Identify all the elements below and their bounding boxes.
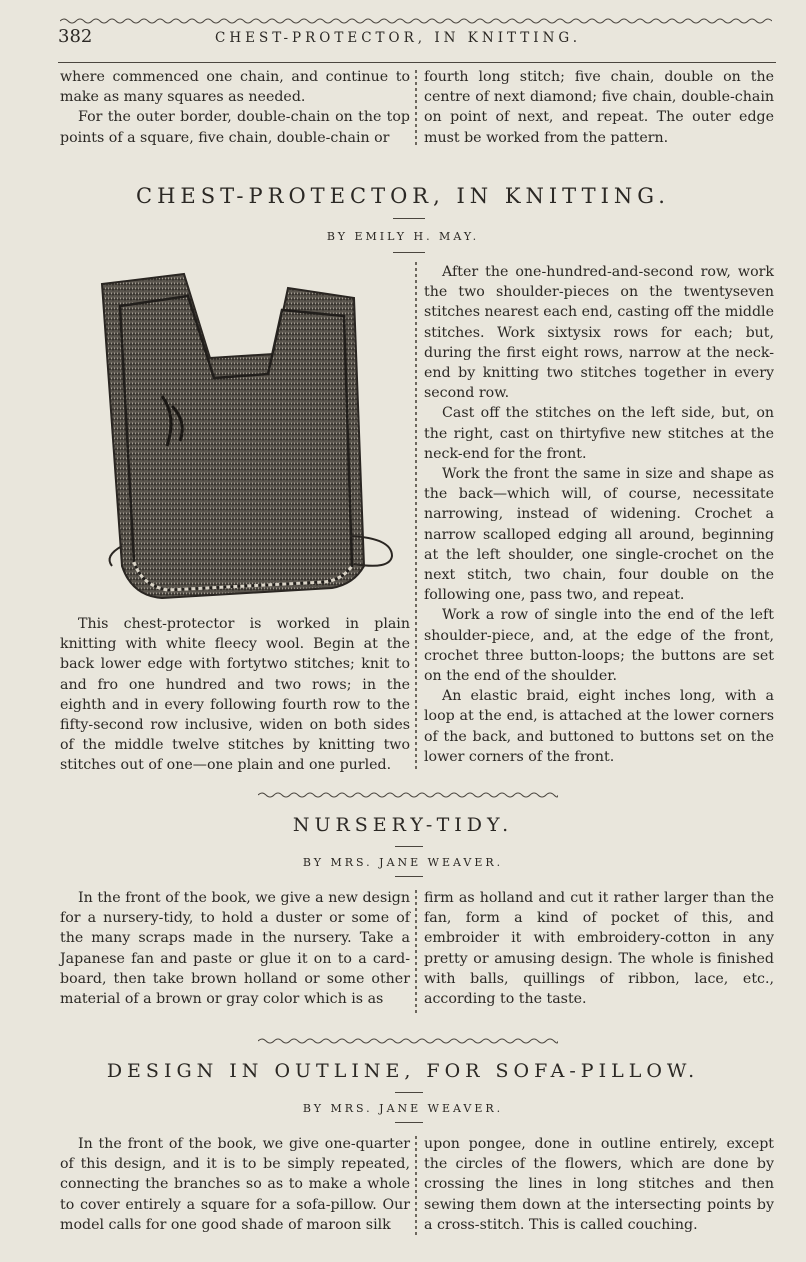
byline-nursery-tidy: BY MRS. JANE WEAVER. xyxy=(302,856,504,869)
column-divider xyxy=(415,890,417,1014)
nursery-tidy-right-column xyxy=(424,888,774,1009)
byline-sofa-pillow: BY MRS. JANE WEAVER. xyxy=(302,1102,504,1115)
nursery-tidy-left-column xyxy=(60,888,410,1009)
body-paragraph: After the one-hundred-and-second row, work the two shoulder-pieces on the twentyseven stitches nearest each end, casting off the middle stitches. Work sixtysix rows for each; but, during the first eight rows, narrow at the neck-end by knitting two stitches together in every second row. xyxy=(424,264,774,402)
body-paragraph: In the front of the book, we give a new design for a nursery-tidy, to hold a duster or some of the many scraps made in the nursery. Take a Japanese fan and paste or glue it on to a card-board, then take brown holland or some other material of a brown or gray color which is as xyxy=(60,890,410,1008)
column-divider xyxy=(415,70,417,148)
body-paragraph: upon pongee, done in outline entirely, except the circles of the flowers, which are done by crossing the lines in long stitches and then sewing them down at the intersecting points by a cross-stitch. This is called couching. xyxy=(424,1136,774,1233)
continuation-left-column xyxy=(60,67,410,148)
section-title-nursery-tidy: NURSERY-TIDY. xyxy=(292,814,514,836)
header-rule xyxy=(58,62,776,63)
title-short-rule xyxy=(395,1092,423,1093)
column-divider xyxy=(415,262,417,772)
byline-short-rule xyxy=(395,1122,423,1123)
continuation-paragraph: For the outer border, double-chain on the top points of a square, five chain, double-chain or xyxy=(60,109,410,146)
knitted-chest-protector-illustration xyxy=(92,266,412,608)
byline-short-rule xyxy=(395,876,423,877)
body-paragraph: Cast off the stitches on the left side, but, on the right, cast on thirtyfive new stitches at the neck-end for the front. xyxy=(424,405,774,462)
section-wavy-separator xyxy=(258,1036,558,1046)
body-paragraph: In the front of the book, we give one-quarter of this design, and it is to be simply repeated, connecting the branches so as to make a whole to cover entirely a square for a sofa-pillow. Our model calls for one good shade of maroon silk xyxy=(60,1136,410,1233)
section-title-sofa-pillow: DESIGN IN OUTLINE, FOR SOFA-PILLOW. xyxy=(106,1060,700,1082)
body-paragraph: An elastic braid, eight inches long, with a loop at the end, is attached at the lower corners of the back, and buttoned to buttons set on the lower corners of the front. xyxy=(424,688,774,765)
body-paragraph: This chest-protector is worked in plain knitting with white fleecy wool. Begin at the back lower edge with fortytwo stitches; knit to and fro one hundred and two rows; in the eighth and in every following fourth row to the fifty-second row inclusive, widen on both sides of the middle twelve stitches by knitting two stitches out of one—one plain and one purled. xyxy=(60,616,410,774)
continuation-paragraph: where commenced one chain, and continue to make as many squares as needed. xyxy=(60,69,410,106)
chest-protector-left-column xyxy=(60,614,410,776)
running-title: CHEST-PROTECTOR, IN KNITTING. xyxy=(215,30,582,46)
body-paragraph: Work a row of single into the end of the left shoulder-piece, and, at the edge of the front, crochet three button-loops; the buttons are set on the end of the shoulder. xyxy=(424,607,774,685)
chest-protector-right-column xyxy=(424,262,774,767)
continuation-paragraph: fourth long stitch; five chain, double on the centre of next diamond; five chain, double-chain on point of next, and repeat. The outer edge must be worked from the pattern. xyxy=(424,69,774,146)
byline-short-rule xyxy=(393,252,425,253)
section-title-chest-protector: CHEST-PROTECTOR, IN KNITTING. xyxy=(136,184,670,208)
sofa-pillow-right-column xyxy=(424,1134,774,1235)
page-number: 382 xyxy=(58,26,93,47)
body-paragraph: Work the front the same in size and shape as the back—which will, of course, necessitate narrowing, instead of widening. Crochet a narrow scalloped edging all around, beginning at the left shoulder, one single-crochet on the next stitch, two chain, four double on the following one, pass two, and repeat. xyxy=(424,466,774,604)
title-short-rule xyxy=(395,846,423,847)
sofa-pillow-left-column xyxy=(60,1134,410,1235)
byline-chest-protector: BY EMILY H. MAY. xyxy=(326,230,480,243)
title-short-rule xyxy=(393,218,425,219)
section-wavy-separator xyxy=(258,790,558,800)
continuation-right-column xyxy=(424,67,774,148)
header-wavy-rule xyxy=(60,16,772,26)
column-divider xyxy=(415,1136,417,1238)
body-paragraph: firm as holland and cut it rather larger than the fan, form a kind of pocket of this, and embroider it with embroidery-cotton in any pretty or amusing design. The whole is finished with balls, quillings of ribbon, lace, etc., according to the taste. xyxy=(424,890,774,1008)
